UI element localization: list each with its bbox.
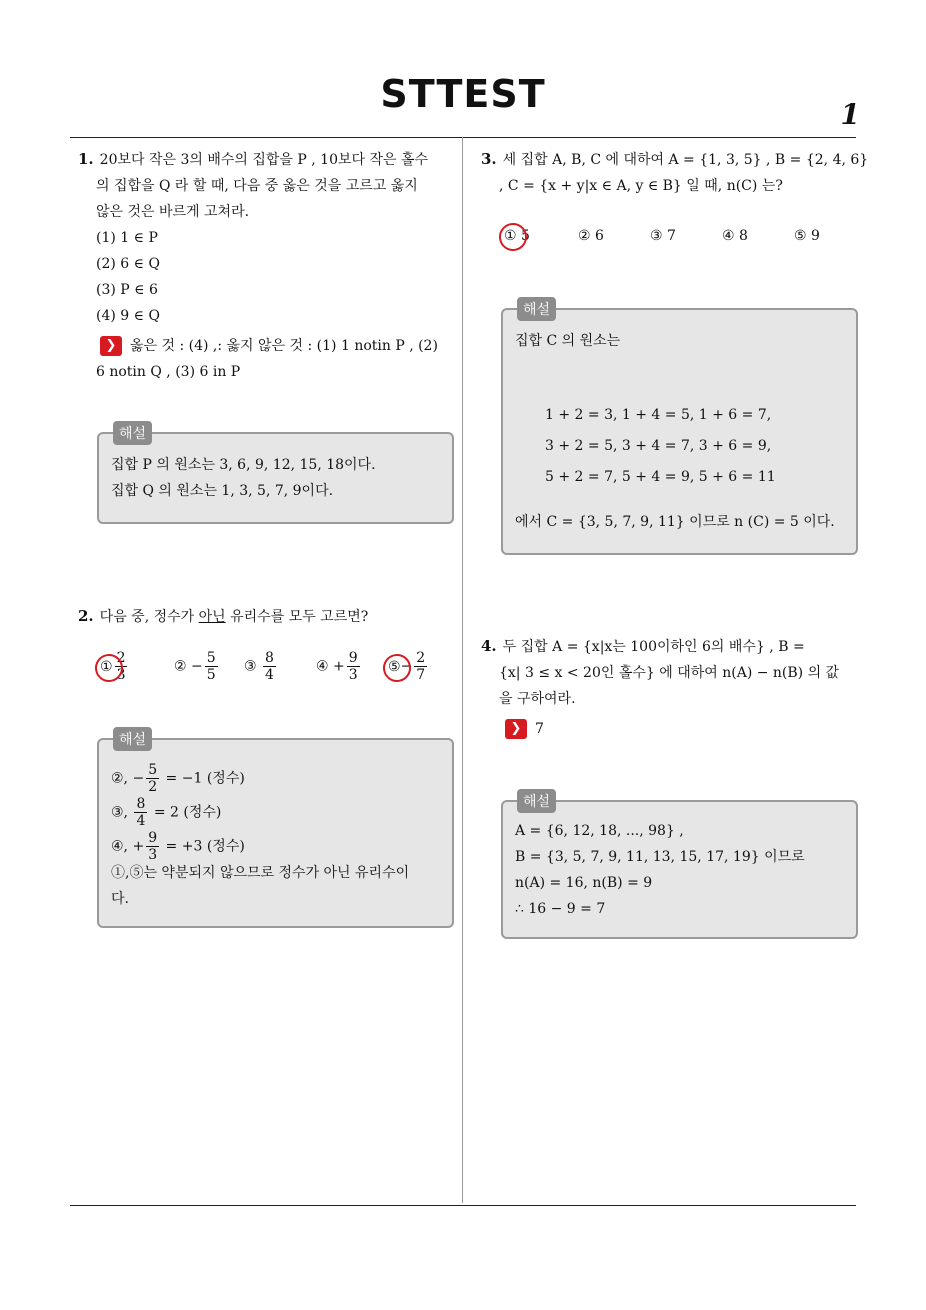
question-3 — [481, 146, 869, 199]
question-number: 2. — [78, 607, 94, 625]
choice-mark: ② — [174, 658, 187, 675]
top-rule — [70, 137, 856, 138]
option-item: (2) 6 ∈ Q — [96, 256, 160, 272]
explanation-line — [111, 762, 440, 796]
question-text: 다음 중, 정수가 — [99, 609, 199, 625]
question-text-line: {x| 3 ≤ x < 20인 홀수} 에 대하여 n(A) − n(B) 의 값 — [499, 665, 840, 681]
page-title: STTEST — [380, 72, 546, 116]
choice-3[interactable]: ③ 7 — [650, 228, 676, 244]
choice-mark: ④ — [316, 658, 329, 675]
question-text-line: , C = {x + y|x ∈ A, y ∈ B} 일 때, n(C) 는? — [499, 178, 783, 194]
question-text-line: 세 집합 A, B, C 에 대하여 A = {1, 3, 5} , B = {2, 4, 6} — [502, 152, 869, 168]
choice-sign: − — [400, 658, 413, 675]
choice-list — [504, 228, 854, 252]
explanation-box — [97, 732, 454, 928]
selected-circle-mark: ① — [100, 658, 113, 675]
fraction-denominator: 4 — [136, 813, 146, 829]
bottom-rule — [70, 1205, 856, 1206]
fraction-denominator: 3 — [116, 667, 126, 683]
option-item: (3) P ∈ 6 — [96, 282, 158, 298]
choice-mark: ③ — [244, 658, 257, 675]
explanation-tag: 해설 — [517, 297, 556, 321]
fraction-numerator: 8 — [136, 796, 146, 812]
choice-2[interactable]: ② 6 — [578, 228, 604, 244]
explanation-line: B = {3, 5, 7, 9, 11, 13, 15, 17, 19} 이므로 — [515, 849, 805, 865]
choice-list — [100, 650, 450, 690]
choice-1[interactable] — [504, 228, 530, 244]
fraction-denominator: 5 — [206, 667, 216, 683]
fraction-numerator: 2 — [116, 650, 126, 666]
explanation-tag: 해설 — [113, 421, 152, 445]
selected-circle-mark: ① 5 — [504, 228, 530, 244]
choice-4[interactable]: ④ 8 — [722, 228, 748, 244]
exp-text: ③, — [111, 804, 133, 821]
explanation-line — [111, 796, 440, 830]
equation-line: 3 + 2 = 5, 3 + 4 = 7, 3 + 6 = 9, — [545, 438, 772, 454]
explanation-line: 에서 C = {3, 5, 7, 9, 11} 이므로 n (C) = 5 이다. — [515, 514, 835, 530]
underlined-word: 아닌 — [198, 609, 226, 625]
explanation-box — [97, 426, 454, 524]
explanation-tag: 해설 — [113, 727, 152, 751]
explanation-box — [501, 794, 858, 939]
explanation-tag: 해설 — [517, 789, 556, 813]
explanation-line: 집합 P 의 원소는 3, 6, 9, 12, 15, 18이다. — [111, 457, 376, 473]
answer-arrow-icon: ❯ — [100, 336, 122, 356]
answer-text: 6 notin Q , (3) 6 in P — [96, 364, 241, 380]
choice-5[interactable]: ⑤ 9 — [794, 228, 820, 244]
choice-4[interactable] — [316, 650, 362, 683]
selected-circle-mark: ⑤ — [388, 658, 401, 675]
question-text-line: 않은 것은 바르게 고쳐라. — [96, 204, 250, 220]
fraction-numerator: 9 — [148, 830, 158, 846]
explanation-line — [111, 830, 440, 863]
option-item: (1) 1 ∈ P — [96, 230, 158, 246]
explanation-line: 집합 C 의 원소는 — [515, 333, 621, 349]
exp-text: = −1 (정수) — [161, 770, 245, 787]
exp-text: = +3 (정수) — [161, 838, 245, 855]
fraction-denominator: 7 — [416, 667, 426, 683]
question-1 — [78, 146, 456, 385]
answer-text: 7 — [535, 721, 544, 737]
question-2 — [78, 603, 456, 630]
answer-text: 옳은 것 : (4) ,: 옳지 않은 것 : (1) 1 notin P , (2) — [130, 338, 438, 354]
choice-5[interactable] — [388, 650, 429, 683]
fraction-numerator: 9 — [348, 650, 358, 666]
question-number: 4. — [481, 637, 497, 655]
column-divider — [462, 137, 463, 1203]
question-text-line: 의 집합을 Q 라 할 때, 다음 중 옳은 것을 고르고 옳지 — [96, 178, 418, 194]
fraction-numerator: 5 — [206, 650, 216, 666]
fraction-denominator: 2 — [148, 779, 158, 795]
explanation-line: A = {6, 12, 18, ..., 98} , — [515, 823, 684, 839]
choice-sign: − — [191, 658, 203, 675]
explanation-line: 집합 Q 의 원소는 1, 3, 5, 7, 9이다. — [111, 483, 334, 499]
explanation-box — [501, 302, 858, 555]
exp-text: ②, − — [111, 770, 145, 787]
question-number: 1. — [78, 150, 94, 168]
fraction-numerator: 8 — [265, 650, 274, 666]
choice-sign: + — [333, 658, 345, 675]
fraction-denominator: 3 — [148, 847, 158, 863]
question-text: 유리수를 모두 고르면? — [225, 609, 369, 625]
choice-2[interactable] — [174, 650, 220, 683]
fraction-numerator: 5 — [148, 762, 158, 778]
exp-text: = 2 (정수) — [149, 804, 222, 821]
explanation-line: 다. — [111, 891, 129, 907]
equation-line: 1 + 2 = 3, 1 + 4 = 5, 1 + 6 = 7, — [545, 407, 772, 423]
explanation-line: n(A) = 16, n(B) = 9 — [515, 875, 653, 891]
equation-line: 5 + 2 = 7, 5 + 4 = 9, 5 + 6 = 11 — [545, 469, 776, 485]
choice-1[interactable] — [100, 650, 129, 683]
exp-text: ④, + — [111, 838, 145, 855]
question-4 — [481, 633, 861, 742]
page-number: 1 — [840, 98, 860, 131]
fraction-denominator: 3 — [348, 667, 358, 683]
explanation-line: ①,⑤는 약분되지 않으므로 정수가 아닌 유리수이 — [111, 865, 410, 881]
question-number: 3. — [481, 150, 497, 168]
fraction-numerator: 2 — [416, 650, 426, 666]
explanation-line: ∴ 16 − 9 = 7 — [515, 901, 606, 917]
question-text-line: 두 집합 A = {x|x는 100이하인 6의 배수} , B = — [502, 639, 805, 655]
choice-3[interactable] — [244, 650, 278, 683]
answer-arrow-icon: ❯ — [505, 719, 527, 739]
question-text-line: 을 구하여라. — [499, 691, 576, 707]
fraction-denominator: 4 — [265, 667, 274, 683]
option-item: (4) 9 ∈ Q — [96, 308, 160, 324]
question-text-line: 20보다 작은 3의 배수의 집합을 P , 10보다 작은 홀수 — [99, 152, 429, 168]
